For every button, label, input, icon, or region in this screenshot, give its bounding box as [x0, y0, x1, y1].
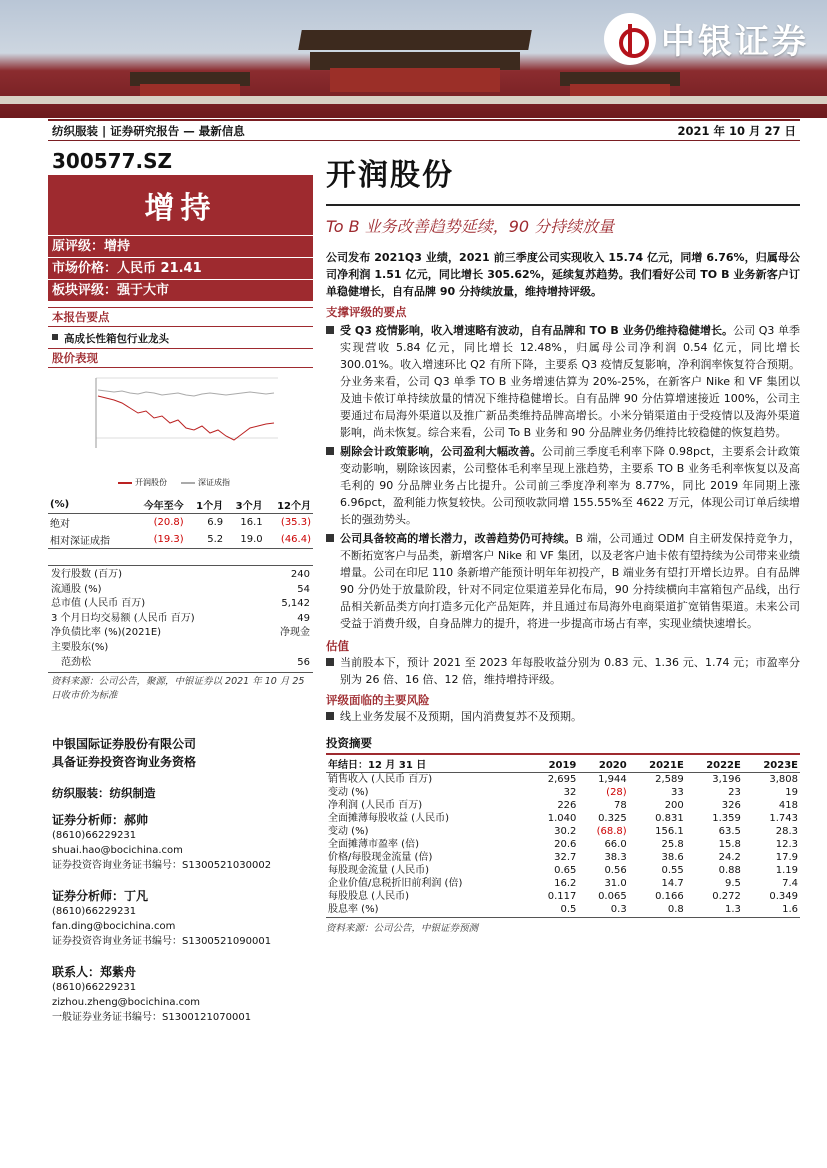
- row-label: 净利润 (人民币 百万): [328, 800, 423, 811]
- analyst-cert: 证券投资咨询业务证书编号：S1300521090001: [52, 936, 272, 948]
- table-cell: 0.3: [610, 904, 627, 915]
- table-cell: 3,196: [712, 774, 741, 785]
- table-cell: 3,808: [769, 774, 798, 785]
- table-cell: 38.3: [604, 852, 627, 863]
- valuation-text: 当前股本下，预计 2021 至 2023 年每股收益分别为 0.83 元、1.36 元、1.74 元；市盈率分别为 26 倍、16 倍、12 倍，维持增持评级。: [326, 654, 800, 688]
- market-price: 市场价格：人民币 21.41: [48, 257, 313, 279]
- table-cell: 200: [664, 800, 684, 811]
- row-label: 股息率 (%): [328, 904, 379, 915]
- sector-rating: 板块评级：强于大市: [48, 279, 313, 301]
- table-row: [48, 514, 313, 532]
- risk-title: 评级面临的主要风险: [326, 693, 430, 707]
- report-info-bar: [48, 119, 800, 141]
- row-label: 销售收入 (人民币 百万): [328, 774, 433, 785]
- rating-value: 增持: [144, 191, 217, 226]
- risk-text: 线上业务发展不及预期，国内消费复苏不及预期。: [326, 708, 800, 725]
- table-cell: (28): [606, 787, 627, 798]
- bullet-icon: [52, 334, 58, 340]
- table-header-row: [326, 759, 800, 773]
- performance-title: 股价表现: [48, 348, 313, 368]
- table-cell: 24.2: [718, 852, 741, 863]
- row-label: 每股现金流量 (人民币): [328, 865, 429, 876]
- header-banner: [0, 0, 827, 118]
- table-cell: 16.1: [240, 517, 263, 528]
- company-name: 中银国际证券股份有限公司: [52, 737, 197, 752]
- table-cell: 14.7: [661, 878, 684, 889]
- analyst-cert: 一般证券业务证书编号：S1300121070001: [52, 1012, 252, 1024]
- stat-row: 3 个月日均交易额 (人民币 百万) 49: [51, 612, 310, 624]
- table-cell: 2,589: [655, 774, 684, 785]
- highlight-item: [48, 327, 313, 348]
- summary-title: 投资摘要: [326, 735, 800, 755]
- main-column: [326, 150, 800, 934]
- table-row: [326, 773, 800, 787]
- row-label: 相对深证成指: [50, 536, 110, 547]
- table-header-cell: 2019: [548, 760, 577, 771]
- financial-source-note: 资料来源：公司公告，中银证券预测: [326, 923, 479, 934]
- support-title: 支撑评级的要点: [326, 305, 407, 319]
- row-label: 全面摊薄市盈率 (倍): [328, 839, 419, 850]
- table-cell: 226: [557, 800, 577, 811]
- table-row: [326, 877, 800, 890]
- table-cell: 1,944: [598, 774, 627, 785]
- table-cell: 78: [613, 800, 627, 811]
- support-point: 公司具备较高的增长潜力，改善趋势仍可持续。B 端，公司通过 ODM 自主研发保持竞争力，不断拓宽客户与品类，新增客户 Nike 和 VF 集团，以及老客户迪卡侬有望持续为公司带来业绩增量。公司在印尼 110 条新增产能预计明年年初投产，B 端业务有望打开增长边界。自有品牌 90 分仍处于放量阶段，针对不同定位渠道差异化布局，90 分持续横向丰富箱包产品线，出行品相关新品类方向打造多元化产品矩阵，并且通过布局海外电商渠道扩宽销售渠道。未来公司受益于消费升级，自身品牌力的提升，将进一步提高市场占有率，实现业绩快速增长。: [326, 530, 800, 632]
- table-cell: (46.4): [280, 534, 311, 545]
- table-row: [326, 851, 800, 864]
- row-label: 价格/每股现金流量 (倍): [328, 852, 433, 863]
- analyst-phone: (8610)66229231: [52, 982, 137, 994]
- table-cell: 0.349: [769, 891, 798, 902]
- legend-item: 开润股份: [118, 477, 167, 488]
- table-cell: 1.743: [769, 813, 798, 824]
- table-cell: 19.0: [240, 534, 263, 545]
- analyst-email[interactable]: shuai.hao@bocichina.com: [52, 845, 183, 857]
- logo-icon: [607, 16, 653, 62]
- rating-block: [48, 175, 313, 301]
- table-cell: 0.166: [655, 891, 684, 902]
- table-cell: 23: [728, 787, 741, 798]
- table-cell: 0.65: [554, 865, 577, 876]
- table-cell: 0.88: [718, 865, 741, 876]
- left-column: [48, 147, 313, 1025]
- report-category: 纺织服装 | 证券研究报告 — 最新信息: [52, 123, 245, 138]
- table-cell: 0.56: [604, 865, 627, 876]
- highlights-title: 本报告要点: [48, 307, 313, 327]
- table-cell: 1.3: [724, 904, 741, 915]
- table-header-cell: 2020: [598, 760, 627, 771]
- analyst-block: [48, 965, 313, 1025]
- table-row: [326, 812, 800, 825]
- table-header-cell: 年结日：12 月 31 日: [328, 760, 427, 771]
- table-cell: (68.8): [596, 826, 627, 837]
- table-cell: 0.5: [560, 904, 577, 915]
- table-cell: 418: [778, 800, 798, 811]
- table-cell: 12.3: [775, 839, 798, 850]
- company-title: 开润股份: [326, 158, 454, 193]
- stat-row: 总市值 (人民币 百万) 5,142: [51, 598, 310, 610]
- company-qualification: 具备证券投资咨询业务资格: [52, 755, 197, 770]
- table-cell: 1.6: [782, 904, 798, 915]
- table-header-cell: 3个月: [235, 501, 263, 512]
- valuation-title: 估值: [326, 639, 349, 653]
- table-cell: 17.9: [775, 852, 798, 863]
- financial-summary-table: [326, 759, 800, 916]
- analyst-email[interactable]: fan.ding@bocichina.com: [52, 921, 176, 933]
- table-cell: 2,695: [547, 774, 577, 785]
- highlight-text: 高成长性箱包行业龙头: [64, 333, 169, 345]
- table-cell: 0.065: [598, 891, 627, 902]
- table-cell: 1.19: [775, 865, 798, 876]
- stat-row: 主要股东(%): [51, 641, 109, 653]
- table-row: [326, 864, 800, 877]
- table-row: [326, 825, 800, 838]
- table-cell: 66.0: [604, 839, 627, 850]
- stats-source-note: 资料来源：公司公告，聚源，中银证券以 2021 年 10 月 25 日收市价为标准: [51, 676, 305, 702]
- row-label: 绝对: [50, 519, 70, 530]
- analyst-block: [48, 813, 313, 873]
- table-row: [326, 786, 800, 799]
- report-subtitle: To B 业务改善趋势延续，90 分持续放量: [326, 217, 615, 236]
- table-cell: 20.6: [554, 839, 577, 850]
- price-chart: [48, 368, 313, 490]
- table-header-cell: 1个月: [196, 501, 224, 512]
- table-cell: 0.325: [598, 813, 627, 824]
- company-info: [48, 735, 313, 771]
- stat-row: 发行股数 (百万) 240: [51, 569, 310, 580]
- analyst-name: 联系人：郑紫舟: [52, 965, 137, 980]
- analyst-cert: 证券投资咨询业务证书编号：S1300521030002: [52, 860, 272, 872]
- table-cell: 28.3: [775, 826, 798, 837]
- stock-code: 300577.SZ: [52, 149, 172, 173]
- analyst-phone: (8610)66229231: [52, 830, 137, 842]
- table-cell: 15.8: [718, 839, 741, 850]
- table-header-row: [48, 496, 313, 514]
- table-header-cell: 2021E: [649, 760, 684, 771]
- table-cell: 156.1: [655, 826, 684, 837]
- row-label: 全面摊薄每股收益 (人民币): [328, 813, 449, 824]
- stats-table: [48, 565, 313, 673]
- table-cell: 33: [671, 787, 684, 798]
- row-label: 变动 (%): [328, 826, 369, 837]
- table-cell: 31.0: [604, 878, 627, 889]
- table-cell: 0.272: [712, 891, 741, 902]
- analyst-phone: (8610)66229231: [52, 906, 137, 918]
- report-date: 2021 年 10 月 27 日: [677, 123, 796, 138]
- table-header-cell: 2023E: [763, 760, 798, 771]
- table-cell: 0.55: [661, 865, 684, 876]
- stat-row: 流通股 (%) 54: [51, 583, 310, 595]
- table-cell: 32: [563, 787, 577, 798]
- support-point: 剔除会计政策影响，公司盈利大幅改善。公司前三季度毛利率下降 0.98pct，主要系会计政策变动影响，剔除该因素，公司整体毛利率呈现上涨趋势，主要系 TO B 业务毛利率恢复以及高毛利的 90 分品牌业务占比提升。公司前三季度净利率为 8.77%，同比 2019 年同期上涨 6.96pct，盈利能力恢复较快。公司预收款同增 155.55%至 4622 万元，体现公司订单后续增长的强劲势头。: [326, 443, 800, 528]
- stat-row: 净负债比率 (%)(2021E) 净现金: [51, 627, 310, 639]
- table-cell: 0.117: [547, 891, 577, 902]
- stat-row: 范劲松 56: [61, 656, 310, 668]
- table-row: [326, 903, 800, 916]
- table-cell: (20.8): [153, 517, 184, 528]
- financial-rows: [326, 773, 800, 917]
- table-row: [326, 890, 800, 903]
- table-cell: 32.7: [554, 852, 577, 863]
- table-cell: 16.2: [554, 878, 577, 889]
- table-cell: 19: [785, 787, 798, 798]
- table-cell: 9.5: [724, 878, 741, 889]
- support-point: 受 Q3 疫情影响，收入增速略有波动，自有品牌和 TO B 业务仍维持稳健增长。公司 Q3 单季实现营收 5.84 亿元，同比增长 12.48%，归属母公司净利润 0.54 亿元，同比增长 300.01%。收入增速环比 Q2 有所下降，主要系 Q3 疫情反复影响，净利润率恢复符合预期。分业务来看，公司 Q3 单季 TO B 业务增速估算为 20%-25%，在新客户 Nike 和 VF 集团以及迪卡侬订单持续放量的情况下维持稳健增长。自有品牌 90 分估算增速接近 100%，公司主要通过布局海外渠道以及推广新品类维持品牌高增长。小米分销渠道由于受疫情以及海外渠道影响，尚未恢复。综合来看，公司 To B 业务和 90 分品牌业务仍维持比较稳健的恢复趋势。: [326, 322, 800, 441]
- analyst-email[interactable]: zizhou.zheng@bocichina.com: [52, 997, 201, 1009]
- table-header-cell: 今年至今: [143, 501, 184, 512]
- table-cell: 63.5: [718, 826, 741, 837]
- brand-logo: [607, 14, 809, 63]
- row-label: 变动 (%): [328, 787, 369, 798]
- analyst-name: 证券分析师：丁凡: [52, 889, 149, 904]
- table-row: [326, 799, 800, 812]
- table-cell: 0.8: [667, 904, 684, 915]
- table-cell: 30.2: [554, 826, 577, 837]
- table-row: [326, 838, 800, 851]
- table-cell: 1.359: [712, 813, 741, 824]
- table-header-cell: 2022E: [706, 760, 741, 771]
- table-cell: (35.3): [280, 517, 311, 528]
- performance-table: [48, 496, 313, 549]
- table-header-cell: 12个月: [277, 501, 311, 512]
- table-cell: 1.040: [547, 813, 577, 824]
- table-cell: 7.4: [782, 878, 798, 889]
- table-cell: 326: [721, 800, 741, 811]
- analyst-block: [48, 889, 313, 949]
- table-cell: 38.6: [661, 852, 684, 863]
- table-header-cell: (%): [50, 499, 70, 510]
- prev-rating: 原评级：增持: [48, 235, 313, 257]
- sector-label: 纺织服装：纺织制造: [52, 786, 156, 801]
- row-label: 每股股息 (人民币): [328, 891, 409, 902]
- table-cell: 6.9: [207, 517, 224, 528]
- chart-legend: [118, 477, 230, 488]
- table-row: [48, 531, 313, 549]
- row-label: 企业价值/息税折旧前利润 (倍): [328, 878, 463, 889]
- table-cell: 0.831: [655, 813, 684, 824]
- table-cell: 5.2: [207, 534, 224, 545]
- price-chart-svg: [48, 368, 313, 490]
- table-cell: (19.3): [153, 534, 184, 545]
- intro-paragraph: 公司发布 2021Q3 业绩，2021 前三季度公司实现收入 15.74 亿元，同增 6.76%，归属母公司净利润 1.51 亿元，同比增长 305.62%，延续复苏趋势。我们看好公司 TO B 业务新客户订单稳健增长，自有品牌 90 分持续放量，维持增持评级。: [326, 251, 800, 298]
- legend-item: 深证成指: [181, 477, 230, 488]
- table-cell: 25.8: [661, 839, 684, 850]
- analyst-name: 证券分析师：郝帅: [52, 813, 149, 828]
- logo-text: 中银证券: [661, 22, 809, 62]
